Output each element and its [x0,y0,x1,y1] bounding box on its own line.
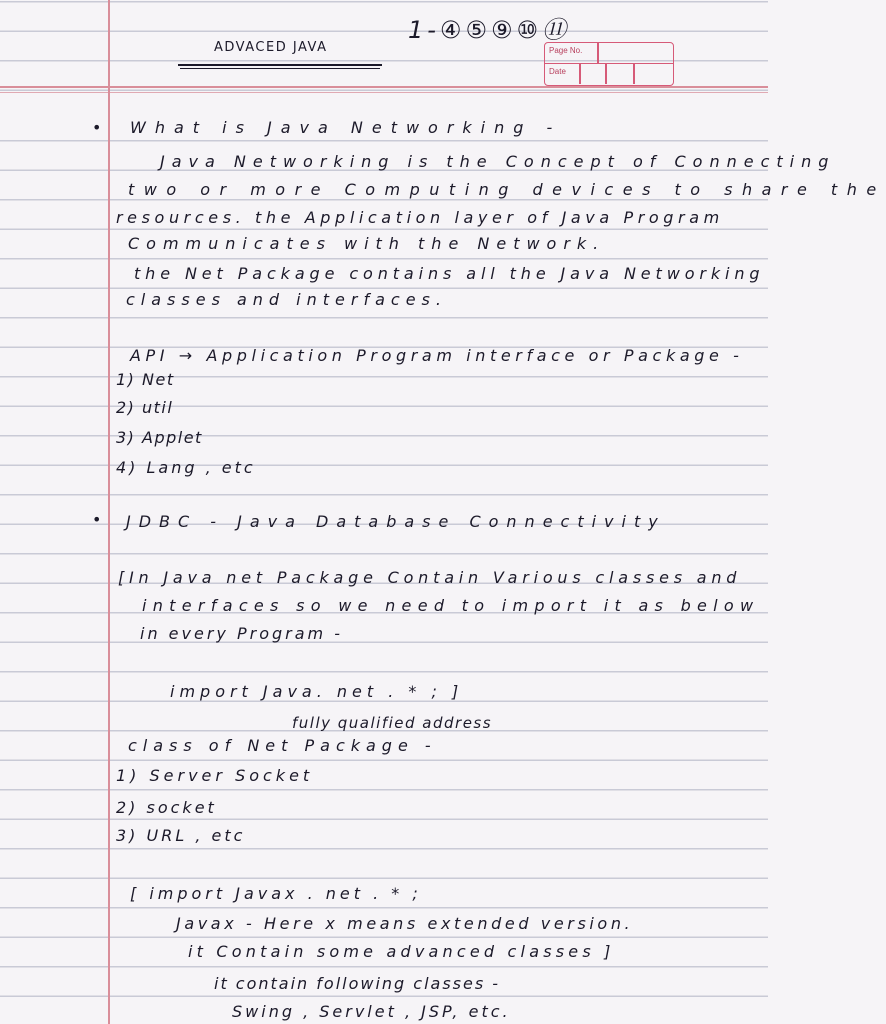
api-item-3: 3) Applet [116,428,203,447]
bullet-jdbc: • [92,510,102,529]
answer-line-5: the Net Package contains all the Java Networking [134,264,765,283]
answer-line-3: resources. the Application layer of Java Program [116,208,724,227]
bullet-networking: • [92,118,102,137]
date-divider-1 [579,64,581,84]
net-package-classes-heading: class of Net Package - [128,736,437,755]
page-no-divider [597,43,599,63]
date-divider-2 [605,64,607,84]
import-line-2: interfaces so we need to import it as below [142,596,760,615]
net-class-3: 3) URL , etc [116,826,246,845]
page-numbers: 1-④⑤⑨⑩⑪ [408,16,570,44]
net-class-1: 1) Server Socket [116,766,314,785]
import-statement: import Java. net . * ; ] [170,682,464,701]
question-heading: What is Java Networking - [130,118,562,137]
import-line-3: in every Program - [140,624,343,643]
javax-following: it contain following classes - [214,974,501,993]
javax-import: [ import Javax . net . * ; [130,884,422,903]
api-item-1: 1) Net [116,370,175,389]
api-item-2: 2) util [116,398,174,417]
api-item-4: 4) Lang , etc [116,458,256,477]
answer-line-4: Communicates with the Network. [128,234,606,253]
left-margin-line [108,0,110,1024]
top-margin-line [0,86,768,88]
page-date-box [544,42,674,86]
javax-classes-list: Swing , Servlet , JSP, etc. [232,1002,511,1021]
answer-line-6: classes and interfaces. [126,290,447,309]
answer-line-1: Java Networking is the Concept of Connecting [160,152,836,171]
jdbc-heading: JDBC - Java Database Connectivity [126,512,666,531]
title-underline-secondary [180,68,380,69]
javax-explanation: Javax - Here x means extended version. [176,914,634,933]
page-no-label: Page No. [549,46,583,55]
top-margin-line-secondary [0,92,768,93]
date-divider-3 [633,64,635,84]
net-class-2: 2) socket [116,798,217,817]
javax-advanced: it Contain some advanced classes ] [188,942,615,961]
date-label: Date [549,67,566,76]
api-heading: API → Application Program interface or Package - [130,346,744,365]
page-no-row [545,43,673,64]
page-title: ADVACED JAVA [214,40,328,55]
date-row [545,64,673,84]
title-underline [178,64,382,66]
import-line-1: [In Java net Package Contain Various classes and [118,568,742,587]
fully-qualified-note: fully qualified address [292,714,493,732]
answer-line-2: two or more Computing devices to share the [128,180,886,199]
